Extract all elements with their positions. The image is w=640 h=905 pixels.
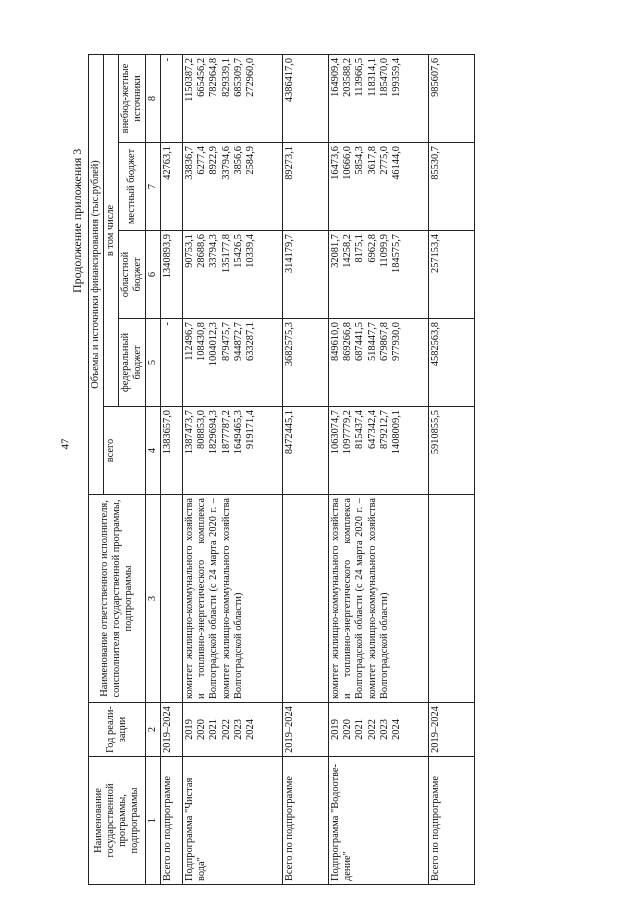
row-federal: 3682575,3	[283, 319, 329, 407]
header-extra: внебюд-жетные источники	[119, 54, 146, 142]
col-index: 4	[146, 407, 161, 495]
row-regional: 1340893,9	[161, 231, 183, 319]
header-volumes: Объемы и источники финансирования (тыс.рублей)	[89, 54, 104, 494]
row-name: Подпрограмма "Чистая вода"	[183, 757, 283, 885]
header-executor: Наименование ответственного исполнителя, соисполнителя государственной программы, подпрограммы	[89, 495, 146, 703]
row-local: 33836,7 6277,4 8922,9 33794,6 3856,6 2584,9	[183, 143, 283, 231]
row-regional: 314179,7	[283, 231, 329, 319]
col-index: 7	[146, 143, 161, 231]
row-executor: комитет жилищно-коммунального хозяйства и топливно-энергетического комплекса Волгоградской области (с 24 марта 2020 г. – комитет жилищно-коммунального хозяйства Волгоградской области)	[329, 495, 429, 703]
col-index: 6	[146, 231, 161, 319]
row-total: 8472445,1	[283, 407, 329, 495]
table-row	[161, 54, 183, 884]
header-total: всего	[104, 407, 146, 495]
table-row	[429, 54, 475, 884]
header-program-name: Наименование государственной программы, подпрограммы	[89, 757, 146, 885]
header-regional: областной бюджет	[119, 231, 146, 319]
row-year: 2019–2024	[283, 703, 329, 757]
header-local: местный бюджет	[119, 143, 146, 231]
financing-table	[88, 54, 475, 885]
row-executor	[161, 495, 183, 703]
row-federal: -	[161, 319, 183, 407]
row-local: 89273,1	[283, 143, 329, 231]
table-row	[183, 54, 283, 884]
table-row	[283, 54, 329, 884]
column-index-row	[146, 54, 161, 884]
header-including: в том числе	[104, 54, 119, 406]
row-name: Подпрограмма "Водоотве-дение"	[329, 757, 429, 885]
row-regional: 32081,7 14258,2 8175,1 6962,8 11099,9 184575,7	[329, 231, 429, 319]
row-extra: -	[161, 54, 183, 142]
row-total: 1387473,7 808853,0 1829694,3 1877787,2 1649465,3 919171,4	[183, 407, 283, 495]
row-regional: 90753,1 28688,6 33794,3 135177,8 15426,5 10339,4	[183, 231, 283, 319]
row-name: Всего по подпрограмме	[161, 757, 183, 885]
row-year: 2019–2024	[429, 703, 475, 757]
row-extra: 1150387,2 665456,2 782964,8 829339,1 685309,7 272960,0	[183, 54, 283, 142]
row-regional: 257153,4	[429, 231, 475, 319]
row-total: 1383657,0	[161, 407, 183, 495]
row-federal: 4582563,8	[429, 319, 475, 407]
row-extra: 164909,4 203588,2 113966,5 118314,1 185470,0 199359,4	[329, 54, 429, 142]
col-index: 5	[146, 319, 161, 407]
row-executor	[429, 495, 475, 703]
col-index: 2	[146, 703, 161, 757]
row-executor	[283, 495, 329, 703]
row-local: 16473,6 10666,0 5854,3 3617,8 2775,0 46144,0	[329, 143, 429, 231]
row-total: 1063074,7 1097779,2 815437,4 647342,4 879212,7 1408009,1	[329, 407, 429, 495]
row-local: 42763,1	[161, 143, 183, 231]
col-index: 1	[146, 757, 161, 885]
page-number: 47	[59, 438, 72, 450]
row-federal: 849610,0 869266,8 687441,5 518447,7 679867,8 977930,0	[329, 319, 429, 407]
header-federal: федеральный бюджет	[119, 319, 146, 407]
row-year: 2019–2024	[161, 703, 183, 757]
row-year: 2019 2020 2021 2022 2023 2024	[329, 703, 429, 757]
header-row-1	[89, 54, 104, 884]
col-index: 3	[146, 495, 161, 703]
row-local: 85530,7	[429, 143, 475, 231]
row-extra: 4386417,0	[283, 54, 329, 142]
row-federal: 112496,7 108430,8 1004012,3 879475,7 944872,7 633287,1	[183, 319, 283, 407]
row-name: Всего по подпрограмме	[429, 757, 475, 885]
table-row	[329, 54, 429, 884]
row-executor: комитет жилищно-коммунального хозяйства и топливно-энергетического комплекса Волгоградской области (с 24 марта 2020 г. – комитет жилищно-коммунального хозяйства Волгоградской области)	[183, 495, 283, 703]
row-name: Всего по подпрограмме	[283, 757, 329, 885]
row-total: 5910855,5	[429, 407, 475, 495]
col-index: 8	[146, 54, 161, 142]
appendix-title: Продолжение приложения 3	[70, 148, 84, 293]
header-year: Год реали-зации	[89, 703, 146, 757]
row-extra: 985607,6	[429, 54, 475, 142]
row-year: 2019 2020 2021 2022 2023 2024	[183, 703, 283, 757]
